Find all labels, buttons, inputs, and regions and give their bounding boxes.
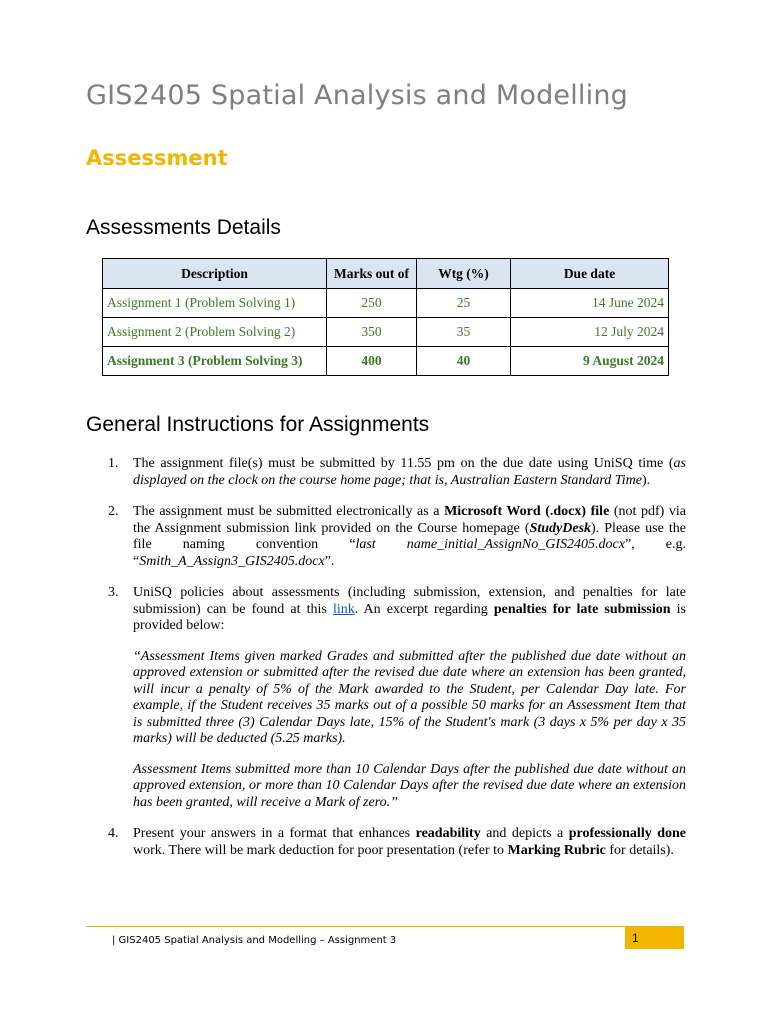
footer-text: | GIS2405 Spatial Analysis and Modelling – Assignment 3 bbox=[112, 935, 397, 946]
section-title: Assessment bbox=[86, 146, 228, 170]
cell-marks: 350 bbox=[327, 318, 417, 347]
table-row bbox=[103, 318, 669, 347]
cell-due-date: 14 June 2024 bbox=[511, 289, 669, 318]
item-number: 4. bbox=[108, 826, 119, 841]
cell-weight: 35 bbox=[417, 318, 511, 347]
details-heading: Assessments Details bbox=[86, 216, 281, 239]
table-header-row bbox=[103, 259, 669, 289]
header-due-date: Due date bbox=[511, 259, 669, 289]
cell-due-date: 12 July 2024 bbox=[511, 318, 669, 347]
cell-weight: 25 bbox=[417, 289, 511, 318]
item-text: Present your answers in a format that enhances readability and depicts a professionally done work. There will be mark deduction for poor presentation (refer to Marking Rubric for details). bbox=[133, 826, 686, 858]
table-row bbox=[103, 347, 669, 376]
cell-marks: 250 bbox=[327, 289, 417, 318]
list-item bbox=[108, 504, 686, 570]
instructions-heading: General Instructions for Assignments bbox=[86, 413, 430, 436]
cell-description: Assignment 1 (Problem Solving 1) bbox=[103, 289, 327, 318]
header-description: Description bbox=[103, 259, 327, 289]
list-item bbox=[108, 585, 686, 811]
item-text: The assignment file(s) must be submitted by 11.55 pm on the due date using UniSQ time (as displayed on the clock on the course home page; that is, Australian Eastern Standard Time). bbox=[133, 456, 686, 488]
header-weight: Wtg (%) bbox=[417, 259, 511, 289]
page-number-box bbox=[625, 927, 684, 949]
item-text: UniSQ policies about assessments (including submission, extension, and penalties for late submission) can be found at this link. An excerpt regarding penalties for late submission is provided below: bbox=[133, 585, 686, 633]
item-text: The assignment must be submitted electronically as a Microsoft Word (.docx) file (not pdf) via the Assignment submission link provided on the Course homepage (StudyDesk). Please use the file naming convention “last name_initial_AssignNo_GIS2405.docx”, e.g. “Smith_A_Assign3_GIS2405.docx”. bbox=[133, 504, 686, 569]
cell-due-date: 9 August 2024 bbox=[511, 347, 669, 376]
item-number: 3. bbox=[108, 585, 119, 600]
item-number: 1. bbox=[108, 456, 119, 471]
table-row bbox=[103, 289, 669, 318]
list-item bbox=[108, 456, 686, 489]
penalty-quote: “Assessment Items given marked Grades and submitted after the published due date without an approved extension or submitted after the revised due date where an extension has been granted, will incur a penalty of 5% of the Mark awarded to the Student, per Calendar Day late. For example, if the Student receives 35 marks out of a possible 50 marks for an Assessment Item that is submitted three (3) Calendar Days late, 15% of the Student's mark (3 days x 5% per day x 35 marks) will be deducted (5.25 marks). bbox=[133, 648, 686, 746]
cell-description: Assignment 2 (Problem Solving 2) bbox=[103, 318, 327, 347]
policy-link[interactable]: link bbox=[332, 601, 355, 617]
item-number: 2. bbox=[108, 504, 119, 519]
document-title: GIS2405 Spatial Analysis and Modelling bbox=[86, 80, 628, 111]
assessments-table bbox=[102, 258, 669, 376]
cell-weight: 40 bbox=[417, 347, 511, 376]
list-item bbox=[108, 826, 686, 859]
cell-marks: 400 bbox=[327, 347, 417, 376]
page-number: 1 bbox=[632, 931, 639, 945]
footer-divider bbox=[86, 926, 684, 927]
instructions-list bbox=[108, 456, 686, 874]
penalty-quote-2: Assessment Items submitted more than 10 Calendar Days after the published due date without an approved extension, or more than 10 Calendar Days after the revised due date where an extension has been granted, will receive a Mark of zero.” bbox=[133, 761, 686, 810]
header-marks: Marks out of bbox=[327, 259, 417, 289]
cell-description: Assignment 3 (Problem Solving 3) bbox=[103, 347, 327, 376]
